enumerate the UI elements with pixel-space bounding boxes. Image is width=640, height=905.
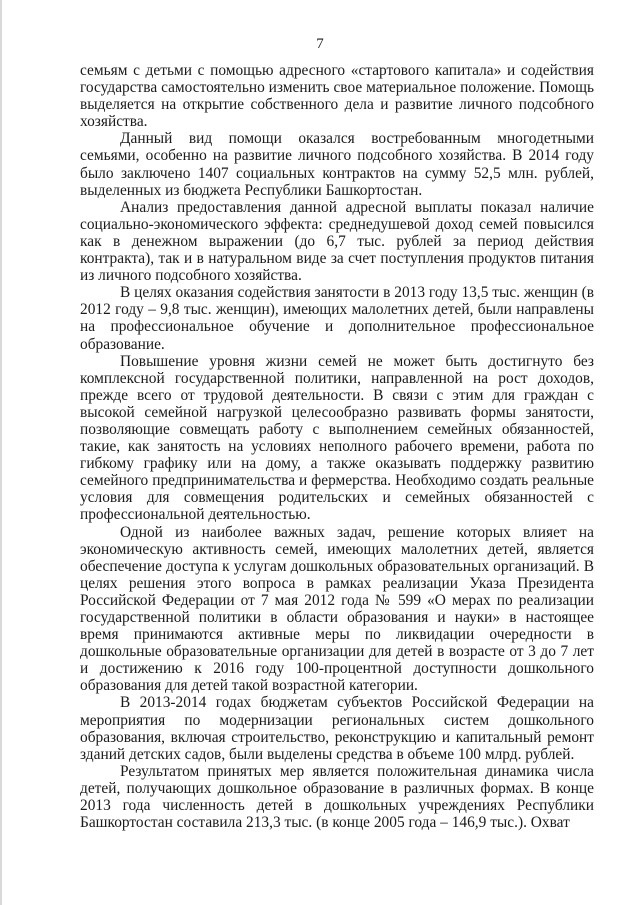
paragraph-1: семьям с детьми с помощью адресного «стартового капитала» и содействия государства самостоятельно изменить свое материальное положение. Помощь выделяется на открытие собственного дела и развитие личного подсобного хозяйства. [80,62,594,131]
scan-edge [0,0,2,905]
body-text [80,62,594,831]
paragraph-6: Одной из наиболее важных задач, решение которых влияет на экономическую активность семей, имеющих малолетних детей, является обеспечение доступа к услугам дошкольных образовательных организаций. В целях решения этого вопроса в рамках реализации Указа Президента Российской Федерации от 7 мая 2012 года № 599 «О мерах по реализации государственной политики в области образования и науки» в настоящее время принимаются активные меры по ликвидации очередности в дошкольные образовательные организации для детей в возрасте от 3 до 7 лет и достижению к 2016 году 100-процентной доступности дошкольного образования для детей такой возрастной категории. [80,523,594,695]
paragraph-4: В целях оказания содействия занятости в 2013 году 13,5 тыс. женщин (в 2012 году – 9,8 тыс. женщин), имеющих малолетних детей, были направлены на профессиональное обучение и дополнительное профессиональное образование. [80,284,594,353]
paragraph-5: Повышение уровня жизни семей не может быть достигнуто без комплексной государственной политики, направленной на рост доходов, прежде всего от трудовой деятельности. В связи с этим для граждан с высокой семейной нагрузкой целесообразно развивать формы занятости, позволяющие совмещать работу с выполнением семейных обязанностей, такие, как занятость на условиях неполного рабочего времени, работа по гибкому графику или на дому, а также оказывать поддержку развитию семейного предпринимательства и фермерства. Необходимо создать реальные условия для совмещения родительских и семейных обязанностей с профессиональной деятельностью. [80,352,594,524]
paragraph-2: Данный вид помощи оказался востребованным многодетными семьями, особенно на развитие личного подсобного хозяйства. В 2014 году было заключено 1407 социальных контрактов на сумму 52,5 млн. рублей, выделенных из бюджета Республики Башкортостан. [80,130,594,199]
page-number: 7 [316,36,324,52]
paragraph-3: Анализ предоставления данной адресной выплаты показал наличие социально-экономического эффекта: среднедушевой доход семей повысился как в денежном выражении (до 6,7 тыс. рублей за период действия контракта), так и в натуральном виде за счет поступления продуктов питания из личного подсобного хозяйства. [80,198,594,285]
paragraph-7: В 2013-2014 годах бюджетам субъектов Российской Федерации на мероприятия по модернизации региональных систем дошкольного образования, включая строительство, реконструкцию и капитальный ремонт зданий детских садов, были выделены средства в объеме 100 млрд. рублей. [80,694,594,763]
paragraph-8: Результатом принятых мер является положительная динамика числа детей, получающих дошкольное образование в различных формах. В конце 2013 года численность детей в дошкольных учреждениях Республики Башкортостан составила 213,3 тыс. (в конце 2005 года – 146,9 тыс.). Охват [80,762,594,832]
